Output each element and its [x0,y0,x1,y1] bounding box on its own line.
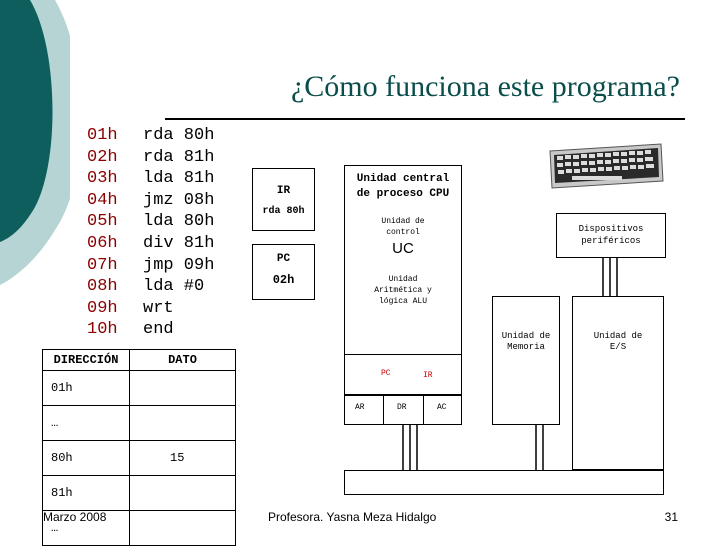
page-number: 31 [664,510,678,524]
program-instruction: lda 80h [143,212,215,232]
header-address: DIRECCIÓN [43,350,130,371]
alu-label: Unidad Aritmética y lógica ALU [374,275,432,306]
memory-unit-box [492,296,560,425]
program-instruction: lda 81h [143,169,215,189]
program-address: 05h [87,212,118,232]
page-title: ¿Cómo funciona este programa? [290,70,680,103]
peripherals-label: Dispositivos periféricos [578,224,644,246]
ir-label: IR [276,185,291,197]
pc-value: 02h [272,273,295,287]
memory-data-cell: 15 [130,441,236,476]
peripherals-box [556,213,666,258]
program-instruction: wrt [143,298,174,318]
program-address: 08h [87,277,118,297]
io-unit-label: Unidad de E/S [593,331,643,352]
program-instruction: rda 81h [143,147,215,167]
program-address: 07h [87,255,118,275]
program-address: 02h [87,147,118,167]
memory-address-cell: 80h [43,441,130,476]
program-address: 10h [87,320,118,340]
program-instruction: jmp 09h [143,255,215,275]
footer-author: Profesora. Yasna Meza Hidalgo [268,510,437,524]
program-instruction: rda 80h [143,126,215,145]
cpu-reg-ac: AC [437,403,447,412]
program-instruction: end [143,320,174,340]
program-instruction: lda #0 [143,277,205,297]
ir-value: rda 80h [262,206,305,217]
memory-address-cell: 01h [43,371,130,406]
cpu-title: Unidad central de proceso CPU [356,173,450,200]
control-unit-abbr: UC [392,240,414,257]
cpu-reg-dr: DR [397,403,407,412]
cpu-reg-ir: IR [423,371,433,380]
memory-address-cell: … [43,406,130,441]
control-unit-label: Unidad de control [381,217,425,237]
program-instruction: div 81h [143,233,215,253]
memory-address-cell: … [43,511,130,546]
program-instruction: jmz 08h [143,190,215,210]
header-data: DATO [130,350,236,371]
footer-date: Marzo 2008 [43,510,107,524]
program-address: 06h [87,233,118,253]
program-address: 03h [87,169,118,189]
program-address: 01h [87,126,118,145]
program-address: 04h [87,190,118,210]
memory-unit-label: Unidad de Memoria [501,331,551,352]
system-bus [344,470,664,495]
keyboard-icon [548,143,665,189]
cpu-reg-pc: PC [381,369,391,378]
io-unit-box [572,296,664,470]
program-address: 09h [87,298,118,318]
memory-address-cell: 81h [43,476,130,511]
pc-label: PC [276,253,291,265]
cpu-reg-ar: AR [355,403,365,412]
